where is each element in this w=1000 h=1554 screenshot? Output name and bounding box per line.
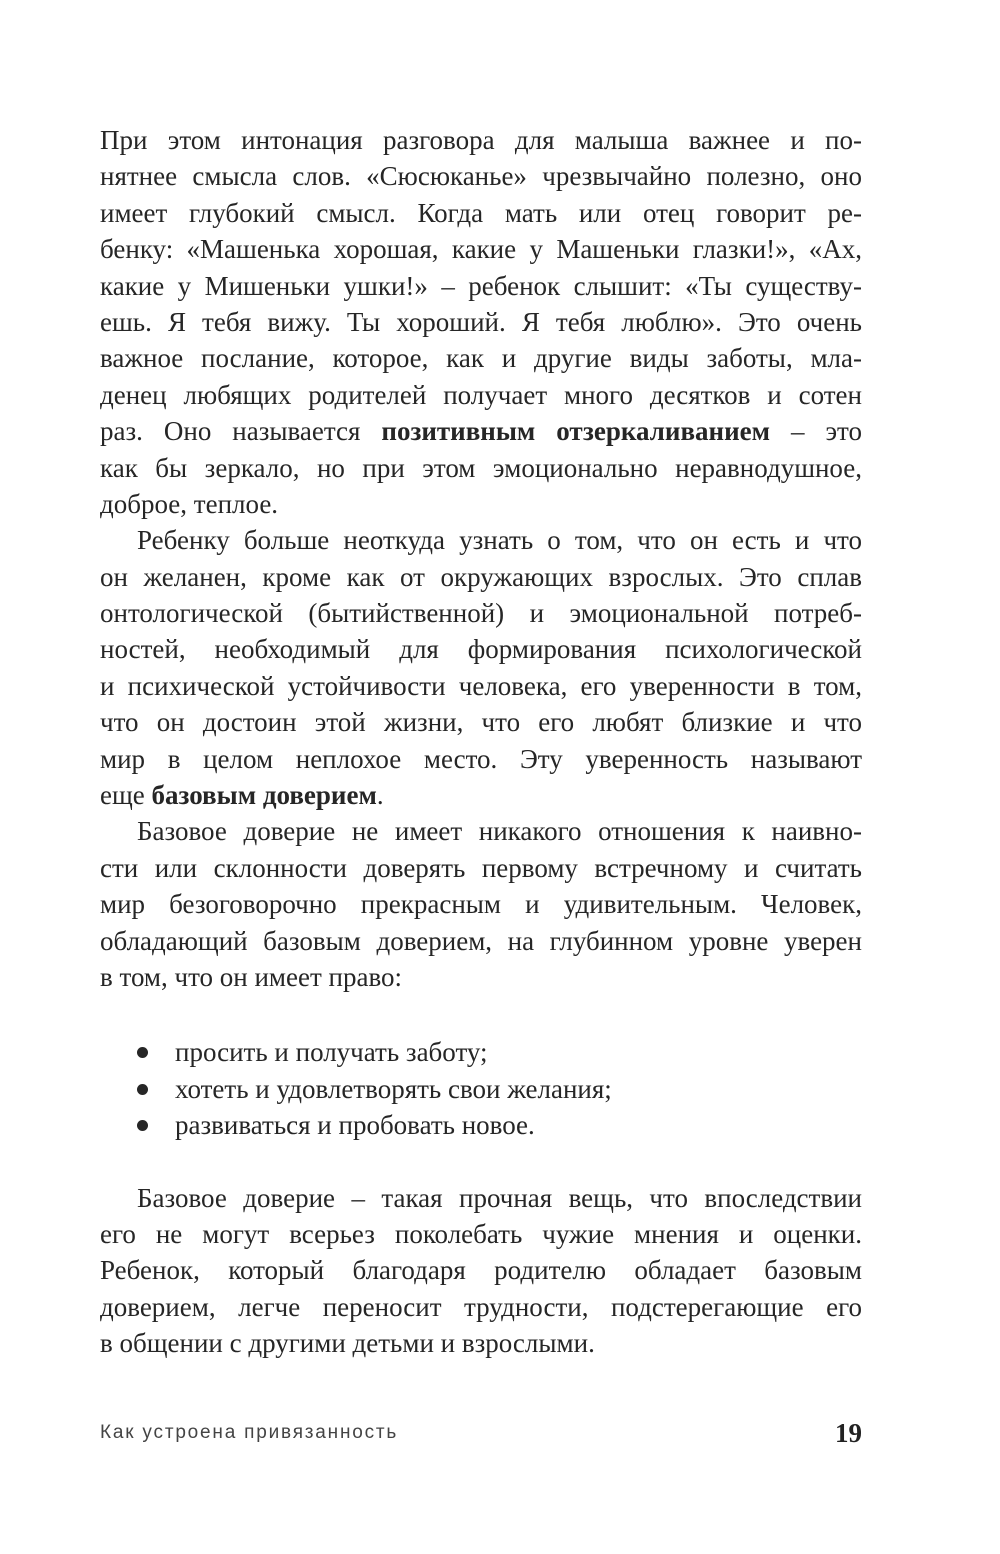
list-item-text: просить и получать заботу; xyxy=(175,1037,488,1068)
text-line: доверием, легче переносит трудности, подстерегающие его xyxy=(100,1291,862,1322)
text-line: онтологической (бытийственной) и эмоциональной потреб- xyxy=(100,598,862,629)
text-line xyxy=(100,777,862,813)
text-column xyxy=(100,122,862,1362)
list-item-text: развиваться и пробовать новое. xyxy=(175,1110,535,1141)
bullet-list xyxy=(100,1034,862,1143)
bullet-icon xyxy=(137,1120,148,1131)
text-line: Базовое доверие не имеет никакого отношения к наивно- xyxy=(137,816,862,847)
paragraph-1 xyxy=(100,122,862,522)
text-line: в том, что он имеет право: xyxy=(100,961,403,992)
text-line: мир безоговорочно прекрасным и удивительным. Человек, xyxy=(100,889,862,920)
text-line: Базовое доверие – такая прочная вещь, что впоследствии xyxy=(137,1182,862,1213)
text-line: ностей, необходимый для формирования психологической xyxy=(100,634,862,665)
text-line: как бы зеркало, но при этом эмоционально неравнодушное, xyxy=(100,452,862,483)
running-title: Как устроена привязанность xyxy=(100,1422,399,1443)
page-number: 19 xyxy=(835,1418,862,1448)
paragraph-2 xyxy=(100,522,862,813)
text-line: обладающий базовым доверием, на глубинном уровне уверен xyxy=(100,925,862,956)
text-line: имеет глубокий смысл. Когда мать или отец говорит ре- xyxy=(100,197,862,228)
text-line: его не могут всерьез поколебать чужие мнения и оценки. xyxy=(100,1218,862,1249)
bullet-icon xyxy=(137,1084,148,1095)
text-line: что он достоин этой жизни, что его любят близкие и что xyxy=(100,707,862,738)
list-item xyxy=(100,1107,862,1143)
text-segment: – это xyxy=(770,416,862,447)
bold-term: позитивным отзеркаливанием xyxy=(381,416,771,447)
text-segment: . xyxy=(376,780,384,811)
list-item xyxy=(100,1071,862,1107)
text-line xyxy=(100,413,862,449)
list-item-text: хотеть и удовлетворять свои желания; xyxy=(175,1073,612,1104)
bullet-icon xyxy=(137,1047,148,1058)
text-line: доброе, теплое. xyxy=(100,488,279,519)
text-line: он желанен, кроме как от окружающих взрослых. Это сплав xyxy=(100,561,862,592)
text-line: и психической устойчивости человека, его уверенности в том, xyxy=(100,670,862,701)
bold-term: базовым доверием xyxy=(151,780,377,811)
text-segment: раз. Оно называется xyxy=(100,416,382,447)
text-line: важное послание, которое, как и другие виды заботы, мла- xyxy=(100,343,862,374)
text-line: сти или склонности доверять первому встречному и считать xyxy=(100,852,862,883)
text-line: ешь. Я тебя вижу. Ты хороший. Я тебя люблю». Это очень xyxy=(100,306,862,337)
text-line: Ребенку больше неоткуда узнать о том, что он есть и что xyxy=(137,525,862,556)
text-line: денец любящих родителей получает много десятков и сотен xyxy=(100,379,862,410)
text-segment: еще xyxy=(100,780,152,811)
text-line: какие у Мишеньки ушки!» – ребенок слышит: «Ты существу- xyxy=(100,270,862,301)
paragraph-3 xyxy=(100,813,862,995)
text-line: При этом интонация разговора для малыша важнее и по- xyxy=(100,125,862,155)
text-line: бенку: «Машенька хорошая, какие у Машеньки глазки!», «Ах, xyxy=(100,234,862,265)
text-line: Ребенок, который благодаря родителю обладает базовым xyxy=(100,1255,862,1286)
paragraph-4 xyxy=(100,1180,862,1362)
text-line: в общении с другими детьми и взрослыми. xyxy=(100,1328,595,1359)
text-line: нятнее смысла слов. «Сюсюканье» чрезвычайно полезно, оно xyxy=(100,161,862,192)
list-item xyxy=(100,1034,862,1070)
text-line: мир в целом неплохое место. Эту уверенность называют xyxy=(100,743,862,774)
